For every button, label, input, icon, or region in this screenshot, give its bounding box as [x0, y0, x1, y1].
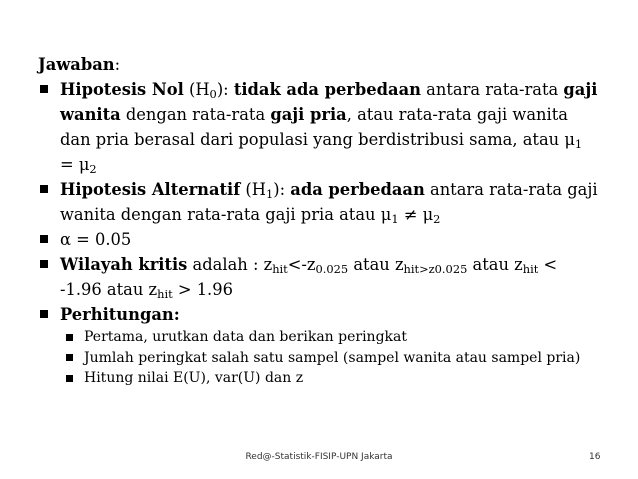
h0-text-a: antara rata-rata	[420, 80, 564, 99]
critical-text-a: adalah : z	[187, 255, 273, 274]
computation-steps-list	[62, 327, 598, 389]
footer-text: Red@-Statistik-FISIP-UPN Jakarta	[245, 452, 393, 462]
h0-open: (H	[183, 80, 210, 99]
h1-open: (H	[240, 180, 266, 199]
page-number: 16	[589, 452, 601, 462]
h1-close: ):	[273, 180, 291, 199]
computation-step-text: Pertama, urutkan data dan berikan peringkat	[84, 329, 407, 345]
bullet-computation	[38, 302, 598, 389]
bullet-null-hypothesis	[38, 77, 598, 177]
h1-has-difference: ada perbedaan	[290, 180, 425, 199]
h0-women-salary: gaji wanita	[60, 80, 598, 124]
h1-mu2-subscript: 2	[433, 211, 441, 226]
critical-sub-hit4: hit	[157, 286, 173, 301]
h0-men-salary: gaji pria	[270, 105, 347, 124]
h0-close: ):	[216, 80, 234, 99]
computation-term: Perhitungan:	[60, 305, 180, 324]
h0-text-c: , atau rata-rata gaji wanita dan pria berasal dari populasi yang berdistribusi sama, atau μ	[60, 105, 575, 149]
slide-content	[38, 52, 598, 389]
slide-footer	[0, 452, 638, 466]
square-bullet-icon	[66, 334, 73, 341]
alpha-value: α = 0.05	[60, 230, 132, 249]
computation-step	[62, 327, 598, 348]
h1-mu1-subscript: 1	[391, 211, 399, 226]
critical-text-b: <-z	[287, 255, 316, 274]
alternative-hypothesis-term: Hipotesis Alternatif	[60, 180, 241, 199]
h1-text-a: antara rata-rata gaji wanita dengan rata-rata gaji pria atau μ	[60, 180, 598, 224]
square-bullet-icon	[66, 375, 73, 382]
critical-text-f: > 1.96	[172, 280, 233, 299]
h0-subscript: 0	[209, 86, 217, 101]
square-bullet-icon	[40, 260, 48, 268]
computation-step	[62, 348, 598, 369]
h0-text-b: dengan rata-rata	[120, 105, 271, 124]
square-bullet-icon	[40, 310, 48, 318]
bullet-alpha	[38, 227, 598, 252]
computation-step	[62, 368, 598, 389]
square-bullet-icon	[40, 235, 48, 243]
h1-subscript: 1	[265, 186, 274, 201]
h0-equals-mu: = μ	[60, 155, 90, 174]
computation-step-text: Hitung nilai E(U), var(U) dan z	[84, 370, 304, 386]
answer-heading-label: Jawaban	[38, 55, 115, 74]
computation-step-text: Jumlah peringkat salah satu sampel (sampel wanita atau sampel pria)	[84, 349, 581, 366]
h0-mu2-subscript: 2	[89, 161, 97, 176]
critical-sub-hit1: hit	[272, 261, 288, 276]
h0-mu1-subscript: 1	[574, 136, 583, 151]
critical-region-term: Wilayah kritis	[60, 255, 188, 274]
square-bullet-icon	[66, 354, 73, 361]
critical-text-c: atau z	[348, 255, 404, 274]
bullet-critical-region	[38, 252, 598, 302]
answer-heading	[38, 52, 598, 77]
square-bullet-icon	[40, 85, 48, 93]
critical-text-d: atau z	[467, 255, 523, 274]
square-bullet-icon	[40, 185, 48, 193]
h0-no-difference: tidak ada perbedaan	[233, 80, 421, 99]
critical-text-e: < -1.96 atau z	[60, 255, 558, 299]
null-hypothesis-term: Hipotesis Nol	[60, 80, 184, 99]
bullet-alternative-hypothesis	[38, 177, 598, 227]
critical-sub-hit3: hit	[522, 261, 539, 276]
critical-sub-hit2: hit>z0.025	[403, 261, 468, 276]
critical-sub-z1: 0.025	[315, 261, 349, 276]
answer-heading-colon: :	[114, 55, 121, 74]
main-bullet-list	[38, 77, 598, 389]
h1-not-equal-mu: ≠ μ	[398, 205, 434, 224]
